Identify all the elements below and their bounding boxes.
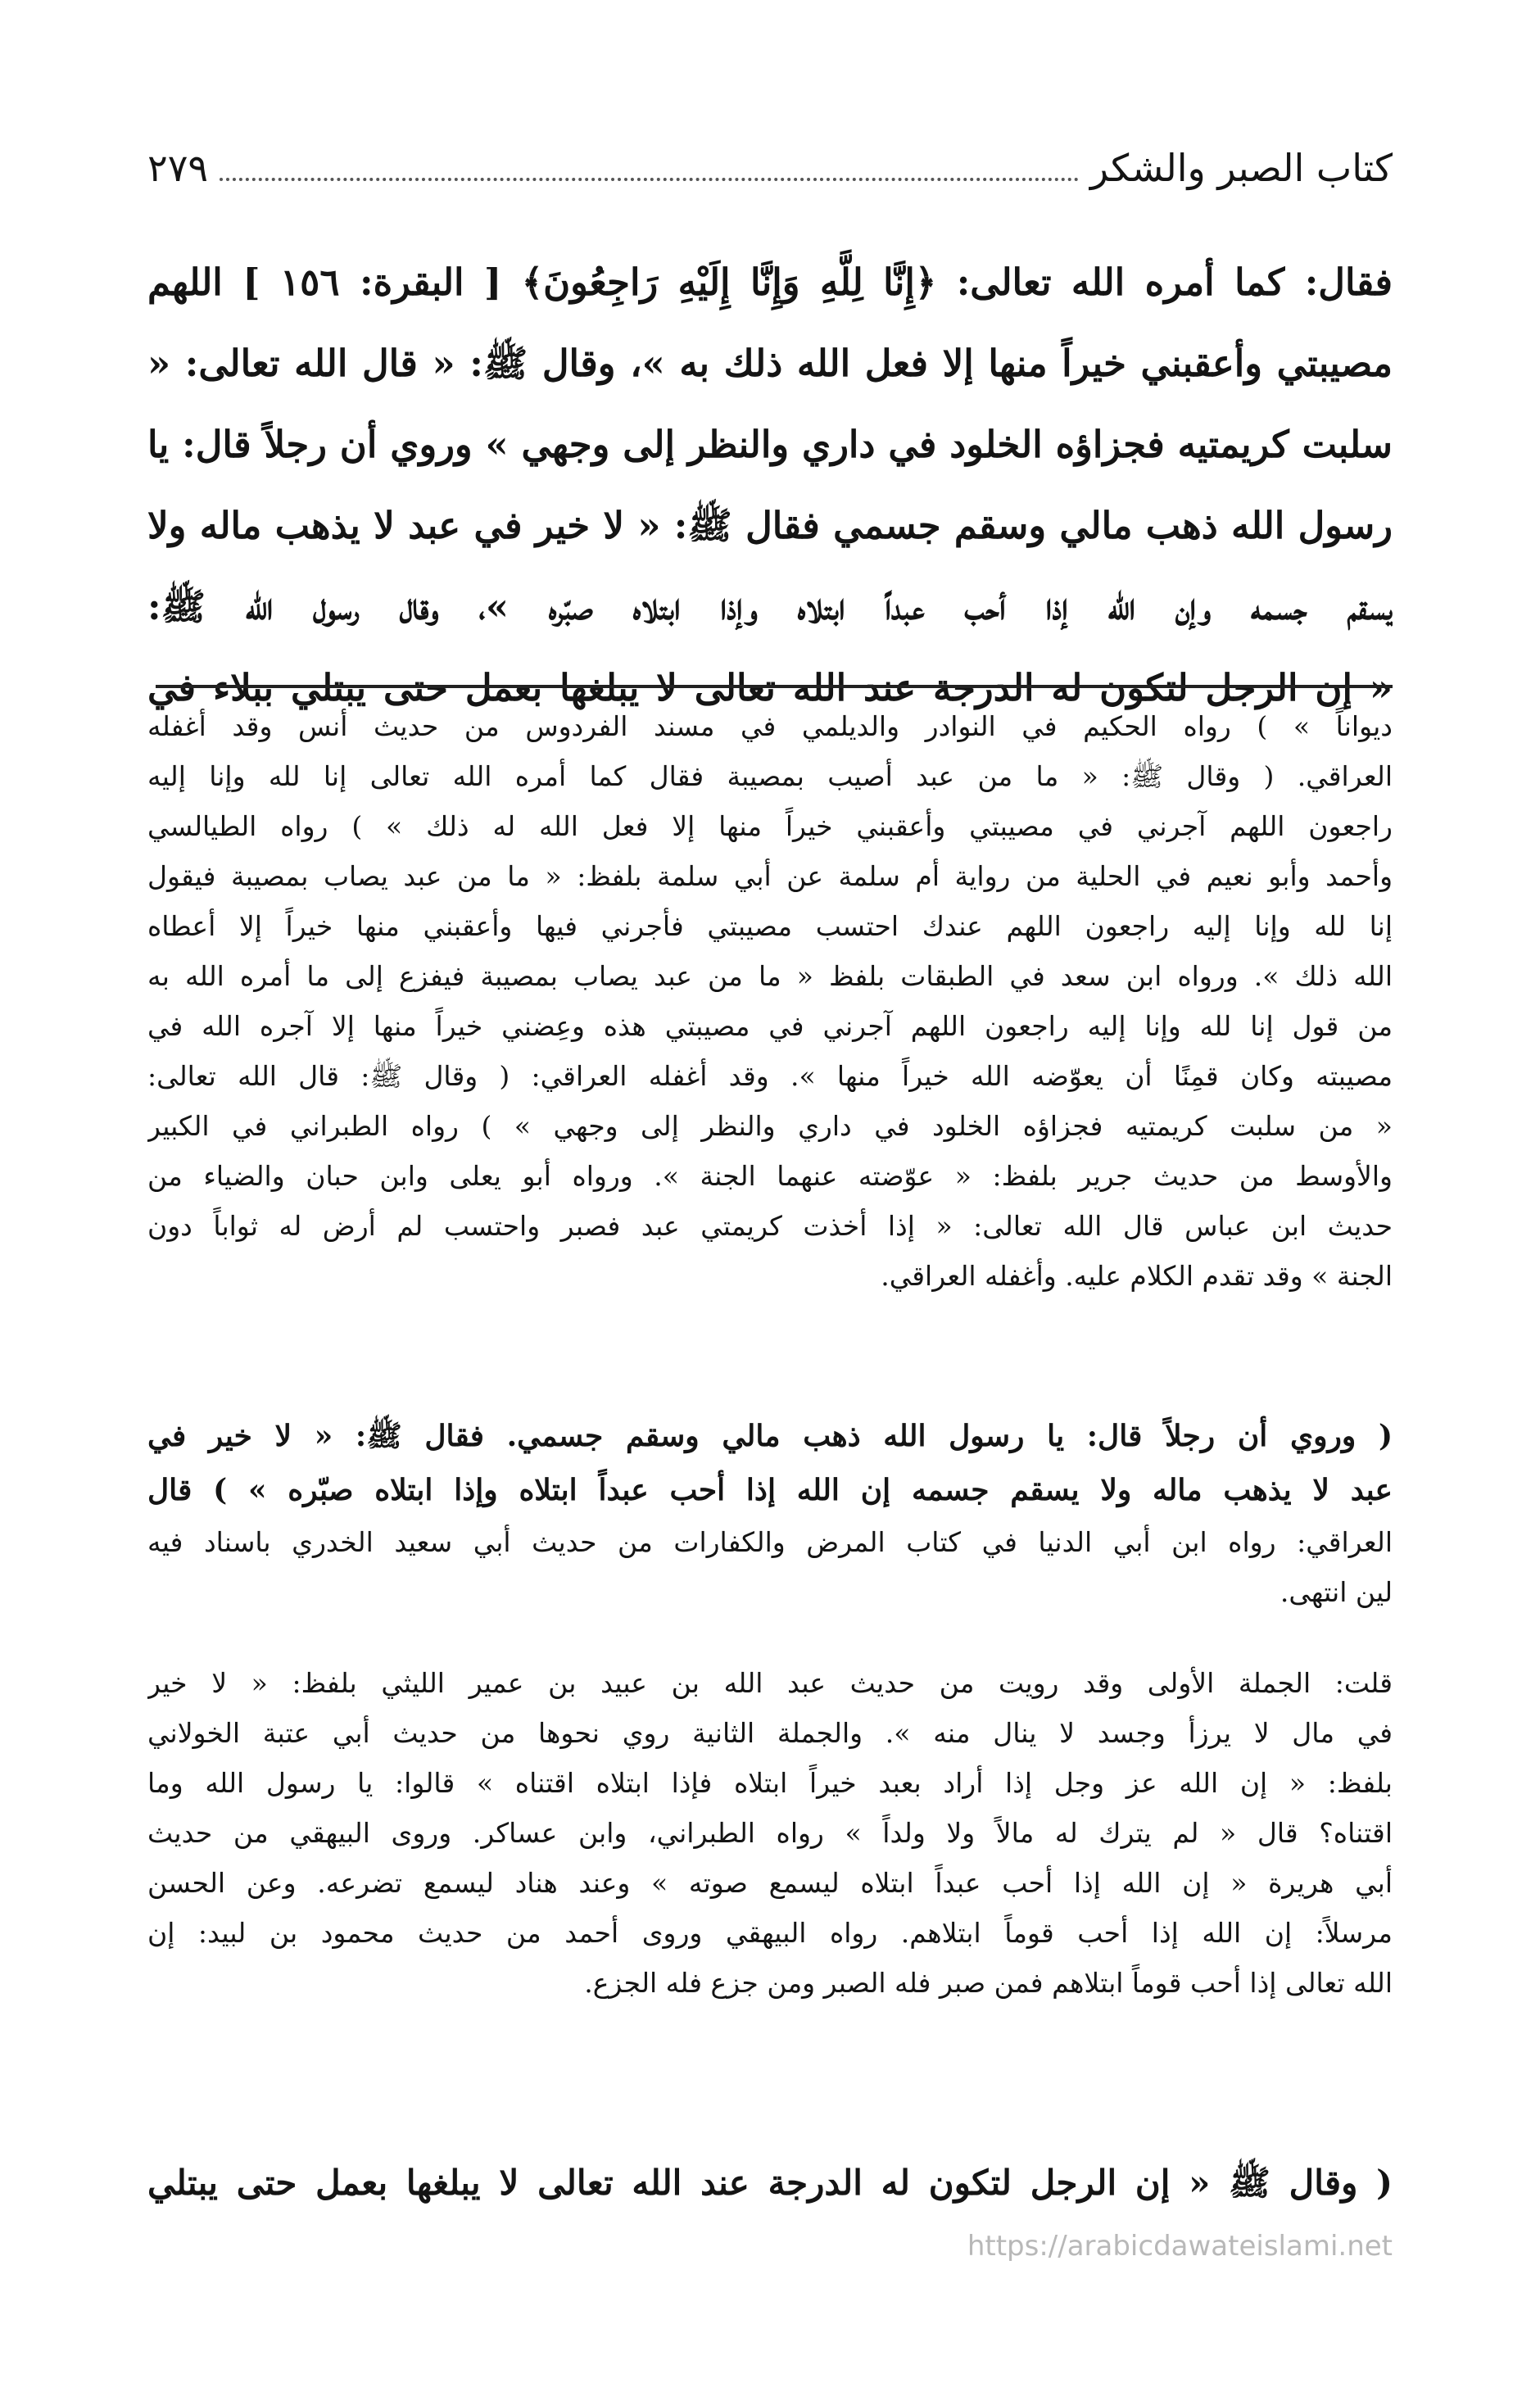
main-line: « إن الرجل لتكون له الدرجة عند الله تعالى لا يبلغها بعمل حتى يبتلي ببلاء في [147,666,1393,709]
note-line: مصيبته وكان قمِنًا أن يعوّضه الله خيراً منها ». وقد أغفله العراقي: ( وقال ﷺ: قال الله تعالى: [147,1060,1393,1092]
note-line: إنا لله وإنا إليه راجعون اللهم عندك احتسب مصيبتي فأجرني فيها وأعقبني منها خيراً إلا أعطاه [147,910,1393,942]
main-line: سلبت كريمتيه فجزاؤه الخلود في داري والنظر إلى وجهي » وروي أن رجلاً قال: يا [147,423,1393,466]
commentary-block-1 [147,701,1393,1301]
note-line: الله تعالى إذا أحب قوماً ابتلاهم فمن صبر فله الصبر ومن جزع فله الجزع. [584,1967,1393,1999]
note-line: في مال لا يرزأ وجسد لا ينال منه ». والجملة الثانية روي نحوها من حديث أبي عتبة الخولاني [147,1717,1393,1749]
commentary-block-2 [147,1409,1393,1617]
note-line: العراقي: رواه ابن أبي الدنيا في كتاب المرض والكفارات من حديث أبي سعيد الخدري باسناد فيه [147,1526,1393,1558]
main-line: مصيبتي وأعقبني خيراً منها إلا فعل الله ذلك به »، وقال ﷺ: « قال الله تعالى: « [147,342,1393,385]
note-line: اقتناه؟ قال « لم يترك له مالاً ولا ولداً » رواه الطبراني، وابن عساكر. وروى البيهقي من حديث [147,1817,1393,1849]
note-line: من قول إنا لله وإنا إليه راجعون اللهم آجرني في مصيبتي هذه وعِضني خيراً منها إلا آجره الله في [147,1010,1393,1042]
source-watermark: https://arabicdawateislami.net [967,2230,1393,2263]
note-line: والأوسط من حديث جرير بلفظ: « عوّضته عنهما الجنة ». ورواه أبو يعلى وابن حبان والضياء من [147,1160,1393,1192]
header-dotted-leader [220,178,1079,181]
note-line: ( وروي أن رجلاً قال: يا رسول الله ذهب مالي وسقم جسمي. فقال ﷺ: « لا خير في [147,1419,1393,1453]
note-line: حديث ابن عباس قال الله تعالى: « إذا أخذت كريمتي عبد فصبر واحتسب لم أرض له ثواباً دون [147,1210,1393,1242]
note-line: العراقي. ( وقال ﷺ: « ما من عبد أصيب بمصيبة فقال كما أمره الله تعالى إنا لله وإنا إليه [147,760,1393,792]
note-line: الله ذلك ». ورواه ابن سعد في الطبقات بلفظ « ما من عبد يصاب بمصيبة فيفزع إلى ما أمره الله به [147,960,1393,992]
note-line: قلت: الجملة الأولى وقد رويت من حديث عبد الله بن عبيد بن عمير الليثي بلفظ: « لا خير [147,1667,1393,1699]
footnote-divider [156,685,1393,688]
main-line: فقال: كما أمره الله تعالى: ﴿إِنَّا لِلَّهِ وَإِنَّا إِلَيْهِ رَاجِعُونَ﴾ [ البقرة: ١٥٦ ] اللهم [147,260,1393,304]
note-line: « من سلبت كريمتيه فجزاؤه الخلود في داري والنظر إلى وجهي » ) رواه الطبراني في الكبير [147,1110,1393,1142]
running-header [147,135,1393,201]
note-line: وأحمد وأبو نعيم في الحلية من رواية أم سلمة عن أبي سلمة بلفظ: « ما من عبد يصاب بمصيبة فيقول [147,860,1393,892]
note-line: لين انتهى. [1280,1576,1393,1608]
note-line: أبي هريرة « إن الله إذا أحب عبداً ابتلاه ليسمع صوته » وعند هناد ليسمع تضرعه. وعن الحسن [147,1867,1393,1899]
note-line: عبد لا يذهب ماله ولا يسقم جسمه إن الله إذا أحب عبداً ابتلاه وإذا ابتلاه صبّره » ) قال [147,1473,1393,1507]
note-line: الجنة » وقد تقدم الكلام عليه. وأغفله العراقي. [881,1260,1393,1292]
final-bold-line: ( وقال ﷺ « إن الرجل لتكون له الدرجة عند الله تعالى لا يبلغها بعمل حتى يبتلي [147,2163,1393,2203]
chapter-title: كتاب الصبر والشكر [1089,146,1393,190]
note-line: مرسلاً: إن الله إذا أحب قوماً ابتلاهم. رواه البيهقي وروى أحمد من حديث محمود بن لبيد: إن [147,1917,1393,1949]
page-number: ٢٧٩ [147,146,209,190]
note-line: راجعون اللهم آجرني في مصيبتي وأعقبني خيراً منها إلا فعل الله له ذلك » ) رواه الطيالسي [147,810,1393,842]
main-text [147,242,1393,728]
main-line: يسقم جسمه وإن الله إذا أحب عبداً ابتلاه وإذا ابتلاه صبّره »، وقال رسول الله ﷺ: [147,585,1393,628]
note-line: ديواناً » ) رواه الحكيم في النوادر والديلمي في مسند الفردوس من حديث أنس وقد أغفله [147,710,1393,742]
commentary-block-3 [147,1658,1393,2008]
note-line: بلفظ: « إن الله عز وجل إذا أراد بعبد خيراً ابتلاه فإذا ابتلاه اقتناه » قالوا: يا رسول الله وما [147,1767,1393,1799]
main-line: رسول الله ذهب مالي وسقم جسمي فقال ﷺ: « لا خير في عبد لا يذهب ماله ولا [147,504,1393,547]
